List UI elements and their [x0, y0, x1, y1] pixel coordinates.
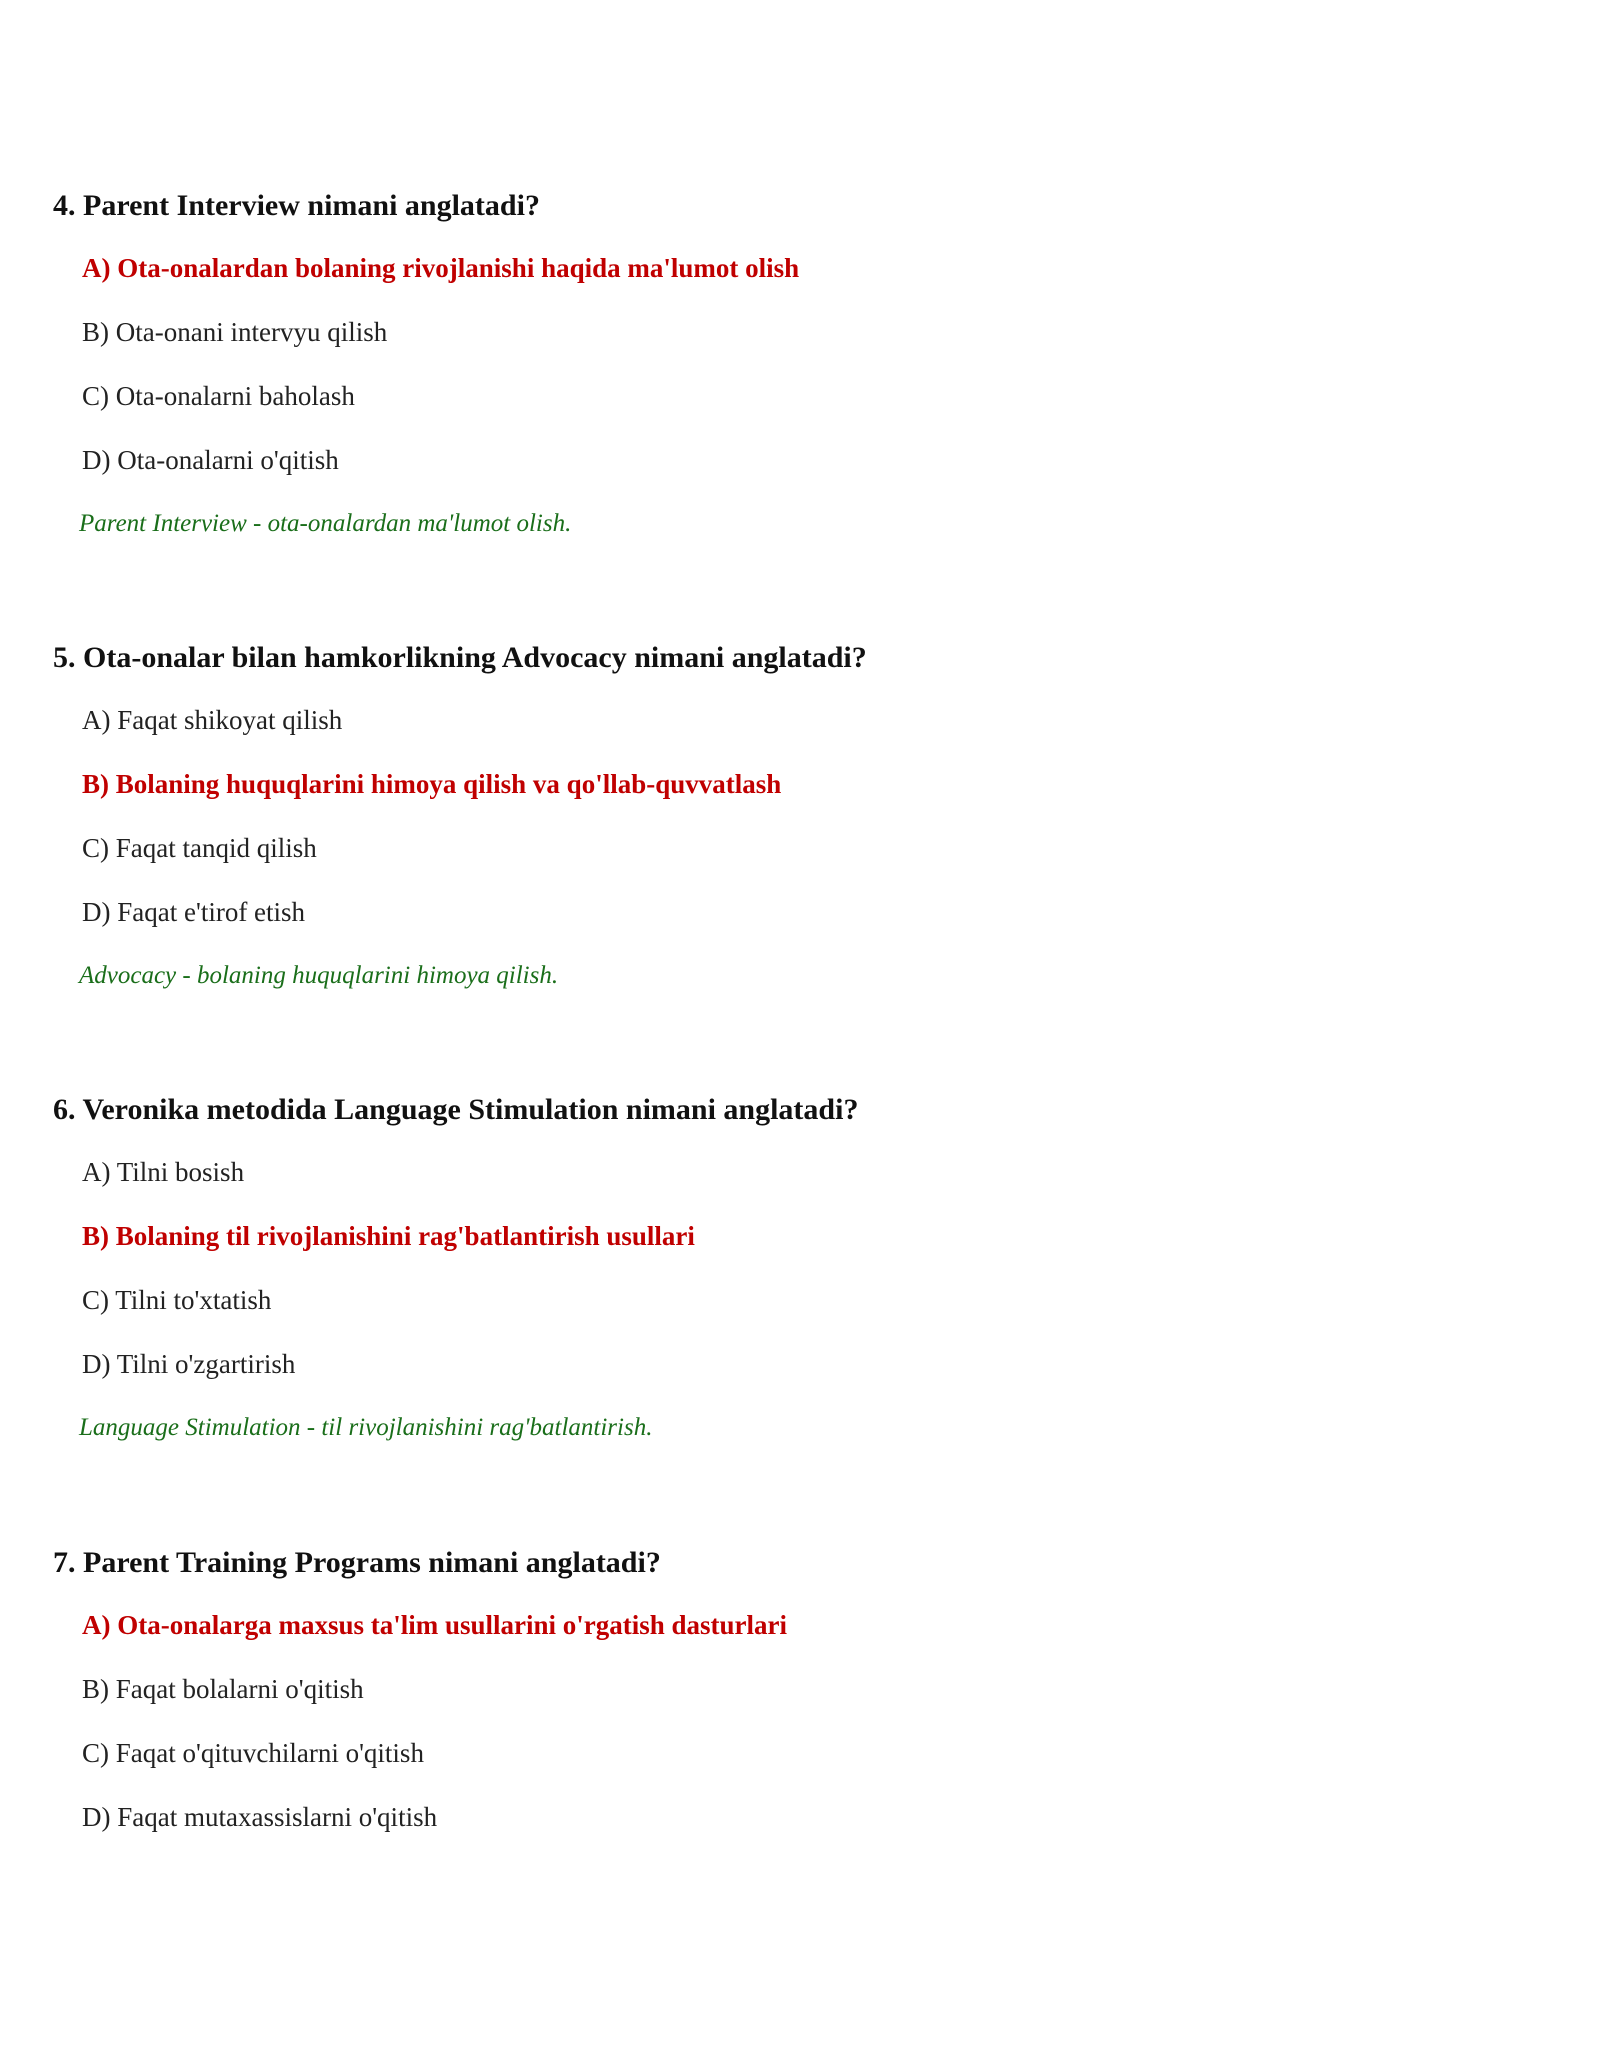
option-b: B) Bolaning til rivojlanishini rag'batlantirish usullari: [82, 1221, 695, 1251]
option-b: B) Faqat bolalarni o'qitish: [82, 1674, 364, 1704]
option-d: D) Tilni o'zgartirish: [82, 1349, 296, 1379]
option-c: C) Faqat tanqid qilish: [82, 833, 317, 863]
option-b: B) Ota-onani intervyu qilish: [82, 317, 388, 347]
option-d: D) Faqat e'tirof etish: [82, 897, 306, 927]
option-c: C) Faqat o'qituvchilarni o'qitish: [82, 1738, 424, 1768]
option-d: D) Faqat mutaxassislarni o'qitish: [82, 1802, 438, 1832]
explanation: Parent Interview - ota-onalardan ma'lumot olish.: [79, 510, 572, 537]
option-d: D) Ota-onalarni o'qitish: [82, 445, 339, 475]
option-b: B) Bolaning huquqlarini himoya qilish va qo'llab-quvvatlash: [82, 769, 782, 799]
option-a: A) Ota-onalarga maxsus ta'lim usullarini o'rgatish dasturlari: [82, 1610, 788, 1640]
explanation: Language Stimulation - til rivojlanishini rag'batlantirish.: [79, 1414, 653, 1441]
option-a: A) Ota-onalardan bolaning rivojlanishi haqida ma'lumot olish: [82, 253, 800, 283]
explanation: Advocacy - bolaning huquqlarini himoya qilish.: [79, 962, 559, 989]
question-title: 6. Veronika metodida Language Stimulation nimani anglatadi?: [53, 1093, 859, 1126]
question-title: 7. Parent Training Programs nimani anglatadi?: [53, 1546, 661, 1579]
option-c: C) Tilni to'xtatish: [82, 1285, 272, 1315]
question-title: 5. Ota-onalar bilan hamkorlikning Advocacy nimani anglatadi?: [53, 641, 867, 674]
option-a: A) Tilni bosish: [82, 1157, 245, 1187]
question-title: 4. Parent Interview nimani anglatadi?: [53, 189, 540, 222]
option-a: A) Faqat shikoyat qilish: [82, 705, 343, 735]
option-c: C) Ota-onalarni baholash: [82, 381, 355, 411]
